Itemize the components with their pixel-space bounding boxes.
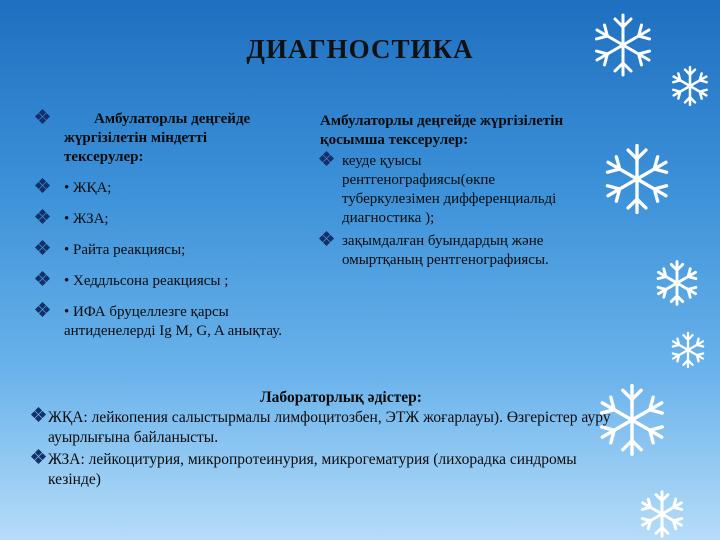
laboratory-methods-heading: Лабораторлық әдістер: <box>260 389 422 406</box>
diamond-bullet-icon <box>36 241 50 255</box>
mandatory-tests-column <box>36 110 286 353</box>
snowflake-icon <box>668 64 712 108</box>
laboratory-methods-section <box>36 388 616 492</box>
snowflake-icon <box>652 258 702 308</box>
list-item: • ЖЗА; <box>36 210 286 229</box>
diamond-bullet-icon <box>320 152 334 166</box>
snowflake-icon <box>588 10 658 80</box>
diamond-bullet-icon <box>36 110 50 124</box>
additional-tests-column <box>320 112 570 274</box>
diamond-bullet-icon <box>32 408 46 422</box>
list-item: • Райта реакциясы; <box>36 241 286 260</box>
list-item: • ЖҚА; <box>36 179 286 198</box>
diamond-bullet-icon <box>36 179 50 193</box>
snowflake-icon <box>636 488 688 540</box>
list-item: кеуде қуысы рентгенографиясы(өкпе туберкулезімен дифференциальді диагностика ); <box>320 152 570 228</box>
list-item: зақымдалған буындардың және омыртқаның рентгенографиясы. <box>320 232 570 270</box>
snowflake-icon <box>668 330 708 370</box>
diamond-bullet-icon <box>320 232 334 246</box>
list-item: ЖЗА: лейкоцитурия, микропротеинурия, микрогематурия (лихорадка синдромы кезінде) <box>36 450 616 490</box>
list-item: • ИФА бруцеллезге қарсы антиденелерді Ig M, G, A анықтау. <box>36 303 286 341</box>
snowflake-icon <box>598 140 676 218</box>
diamond-bullet-icon <box>36 303 50 317</box>
diamond-bullet-icon <box>36 210 50 224</box>
list-item: ЖҚА: лейкопения салыстырмалы лимфоцитозбен, ЭТЖ жоғарлауы). Өзгерістер ауру ауырлығына байланысты. <box>36 408 616 448</box>
snowflake-icon <box>592 380 672 460</box>
mandatory-tests-heading: Амбулаторлы деңгейде жүргізілетін міндетті тексерулер: <box>36 110 286 167</box>
slide-title: ДИАГНОСТИКА <box>246 34 474 64</box>
additional-tests-heading: Амбулаторлы деңгейде жүргізілетін қосымша тексерулер: <box>320 113 564 148</box>
diamond-bullet-icon <box>36 272 50 286</box>
diamond-bullet-icon <box>32 450 46 464</box>
list-item: • Хеддльсона реакциясы ; <box>36 272 286 291</box>
